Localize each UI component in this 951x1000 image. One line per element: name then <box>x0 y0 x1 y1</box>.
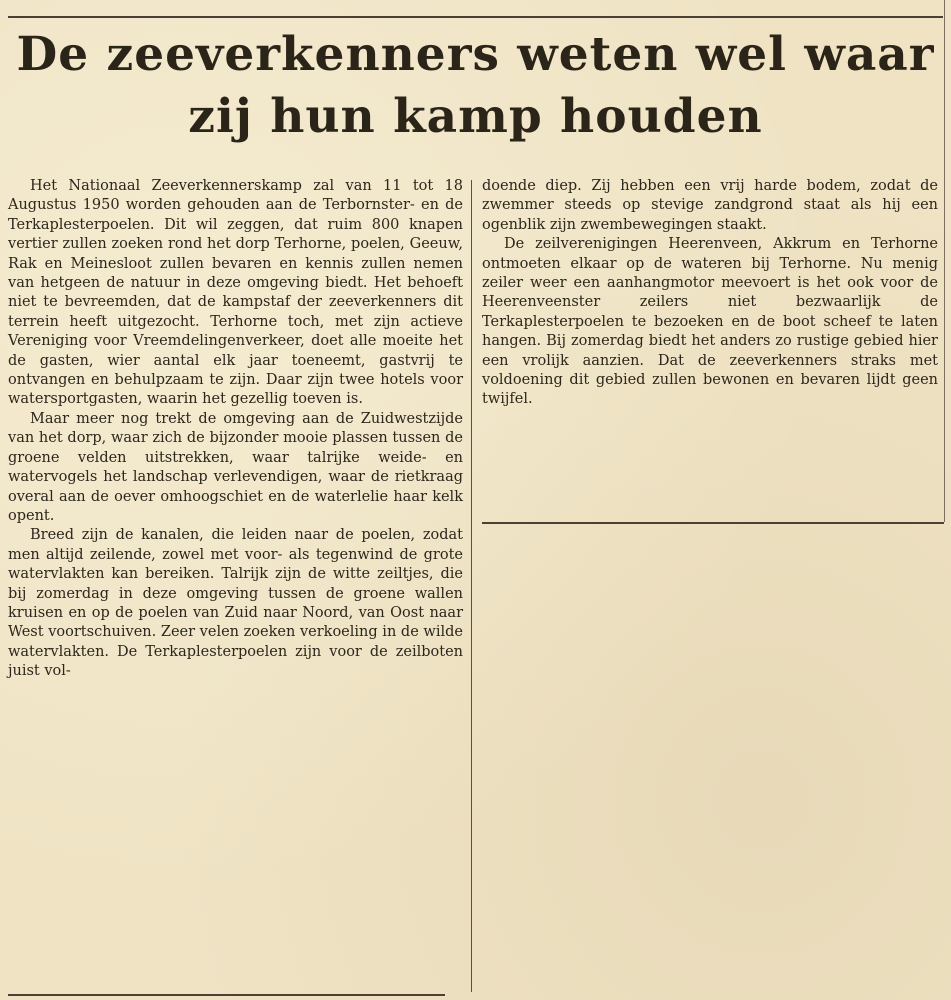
headline-line-2: zij hun kamp houden <box>188 89 763 144</box>
article-column-right <box>482 177 938 410</box>
paragraph: Maar meer nog trekt de omgeving aan de Zuidwestzijde van het dorp, waar zich de bijzonder mooie plassen tussen de groene velden uitstrekken, waar talrijke weide- en watervogels het landschap verlevendigen, waar de rietkraag overal aan de oever omhoogschiet en de waterlelie haar kelk opent. <box>8 410 463 524</box>
paragraph: Breed zijn de kanalen, die leiden naar de poelen, zodat men altijd zeilende, zowel met voor- als tegenwind de grote watervlakten kan bereiken. Talrijk zijn de witte zeiltjes, die bij zomerdag in deze omgeving tussen de groene wallen kruisen en op de poelen van Zuid naar Noord, van Oost naar West voortschuiven. Zeer velen zoeken verkoeling in de wilde watervlakten. De Terkaplesterpoelen zijn voor de zeilboten juist vol- <box>8 527 463 680</box>
headline <box>8 24 943 148</box>
paragraph: De zeilverenigingen Heerenveen, Akkrum en Terhorne ontmoeten elkaar op de wateren bij Terhorne. Nu menig zeiler weer een aanhangmotor meevoert is het ook voor de Heerenveenster zeilers niet bezwaarlijk de Terkaplesterpoelen te bezoeken en de boot scheef te laten hangen. Bij zomerdag biedt het anders zo rustige gebied hier een vrolijk aanzien. Dat de zeeverkenners straks met voldoening dit gebied zullen bewonen en bevaren lijdt geen twijfel. <box>482 236 938 408</box>
column-divider <box>471 180 472 992</box>
paragraph: doende diep. Zij hebben een vrij harde bodem, zodat de zwemmer steeds op stevige zandgrond staat als hij een ogenblik zijn zwembewegingen staakt. <box>482 178 938 233</box>
article-column-left <box>8 177 463 682</box>
top-rule <box>8 16 943 18</box>
right-column-end-rule <box>482 522 944 524</box>
paragraph: Het Nationaal Zeeverkennerskamp zal van 11 tot 18 Augustus 1950 worden gehouden aan de Terbornster- en de Terkaplesterpoelen. Dit wil zeggen, dat ruim 800 knapen vertier zullen zoeken rond het dorp Terhorne, poelen, Geeuw, Rak en Meinesloot zullen bevaren en kennis zullen nemen van hetgeen de natuur in deze omgeving biedt. Het behoeft niet te bevreemden, dat de kampstaf der zeeverkenners dit terrein heeft uitgezocht. Terhorne toch, met zijn actieve Vereniging voor Vreemdelingenverkeer, doet alle moeite het de gasten, wier aantal elk jaar toeneemt, gastvrij te ontvangen en behulpzaam te zijn. Daar zijn twee hotels voor watersportgasten, waarin het gezellig toeven is. <box>8 178 463 408</box>
clipping-right-edge <box>944 0 945 522</box>
left-column-end-rule <box>8 994 445 996</box>
headline-line-1: De zeeverkenners weten wel waar <box>16 27 935 82</box>
